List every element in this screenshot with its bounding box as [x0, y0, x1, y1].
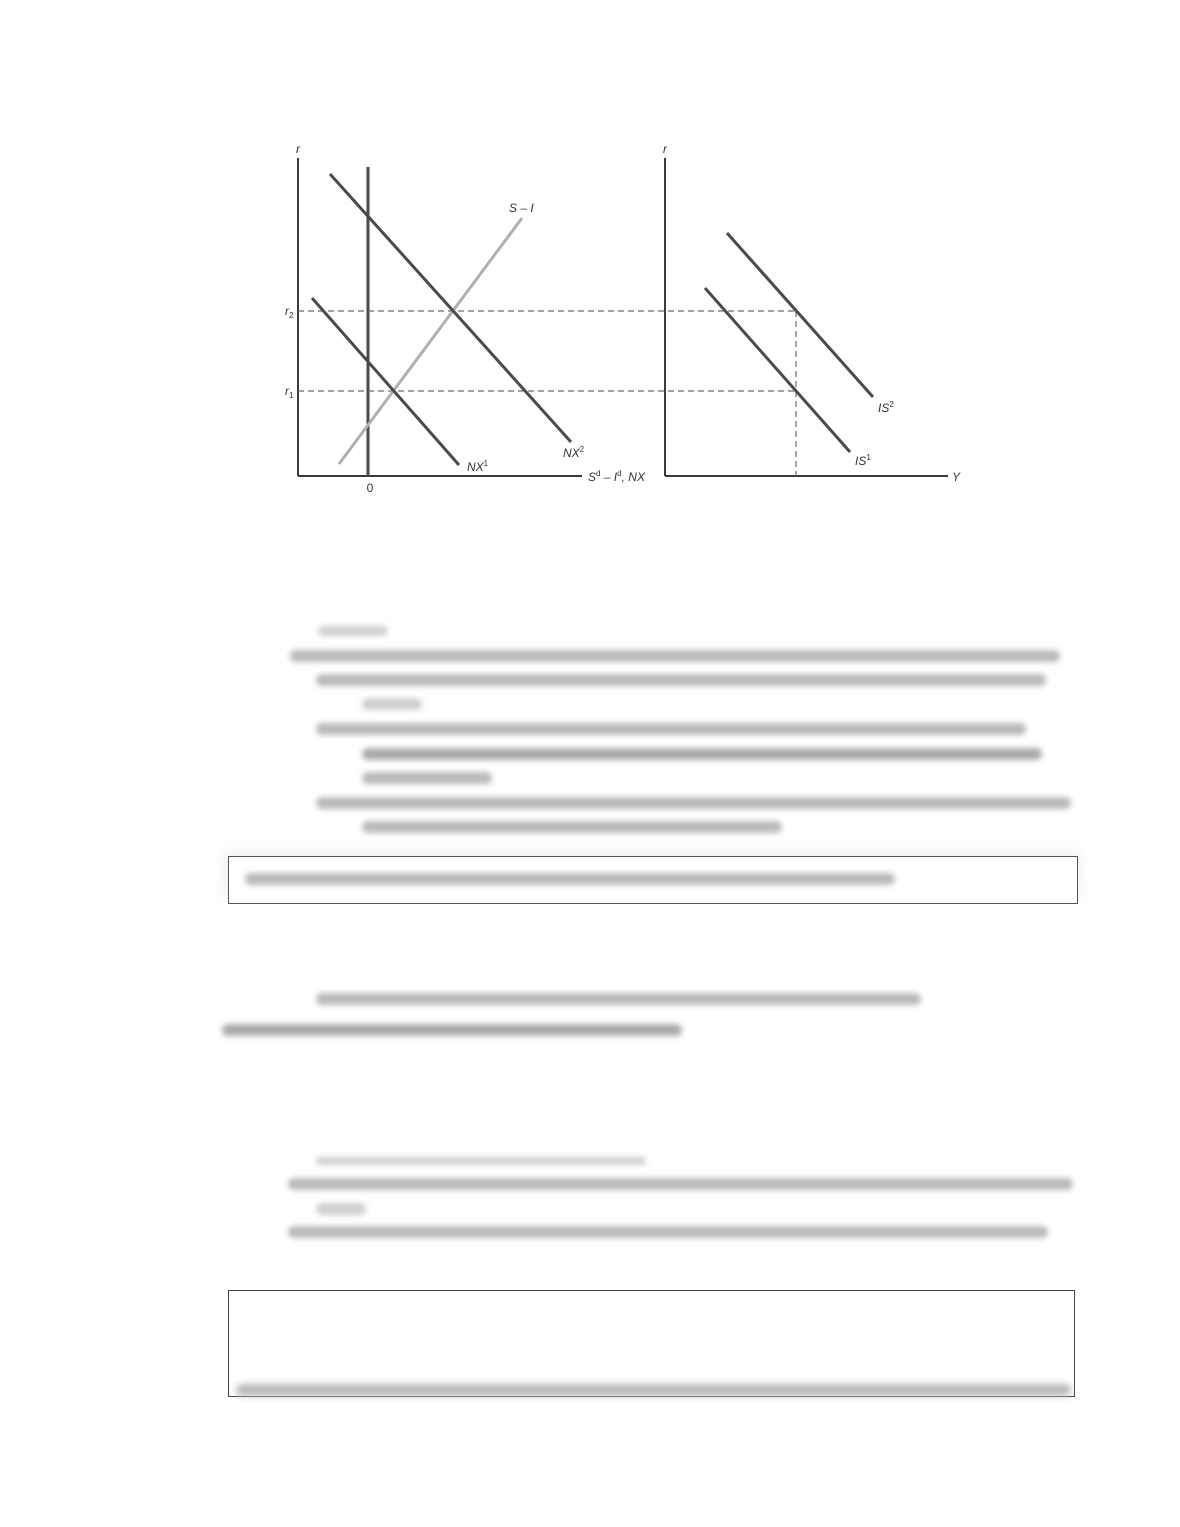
- blurred-line: [236, 1384, 1071, 1396]
- left-y-axis-label: r: [296, 142, 300, 156]
- blurred-line: [245, 873, 895, 885]
- nx2-curve: [330, 174, 571, 442]
- blurred-line: [362, 821, 782, 833]
- right-panel: [663, 142, 961, 484]
- blurred-line: [316, 993, 921, 1005]
- left-x-axis-label: $S^d - I^d$, NX: [588, 469, 645, 484]
- right-y-axis-label: r: [663, 142, 667, 156]
- blurred-line: [288, 1226, 1048, 1238]
- tick-label-r2: $r_2$: [285, 304, 294, 320]
- blurred-line: [290, 650, 1060, 662]
- callout-box: [228, 1290, 1075, 1397]
- blurred-line: [316, 1203, 366, 1215]
- blurred-line: [316, 1157, 646, 1165]
- blurred-line: [362, 748, 1042, 760]
- is1-label: $IS^1$: [855, 453, 871, 468]
- blurred-text-block-1: [0, 0, 1180, 1]
- blurred-line: [362, 698, 422, 710]
- blurred-line: [316, 674, 1046, 686]
- blurred-line: [288, 1178, 1073, 1190]
- nx2-label: $NX^2$: [563, 445, 585, 460]
- nx1-label: $NX^1$: [467, 459, 489, 474]
- s-minus-i-label: S – I: [509, 201, 534, 215]
- is2-curve: [727, 233, 873, 397]
- is2-label: $IS^2$: [878, 400, 894, 415]
- nx1-curve: [312, 298, 459, 465]
- economics-figure: [0, 0, 1180, 540]
- blurred-line: [316, 797, 1071, 809]
- right-x-axis-label: Y: [952, 470, 961, 484]
- is1-curve: [705, 288, 850, 452]
- s-minus-i-curve: [339, 218, 522, 464]
- origin-label: 0: [366, 481, 374, 495]
- callout-box: [228, 856, 1078, 904]
- blurred-line: [318, 626, 388, 636]
- blurred-line: [222, 1024, 682, 1036]
- tick-label-r1: $r_1$: [285, 384, 294, 400]
- blurred-line: [362, 772, 492, 784]
- left-panel: [285, 142, 796, 495]
- blurred-line: [316, 723, 1026, 735]
